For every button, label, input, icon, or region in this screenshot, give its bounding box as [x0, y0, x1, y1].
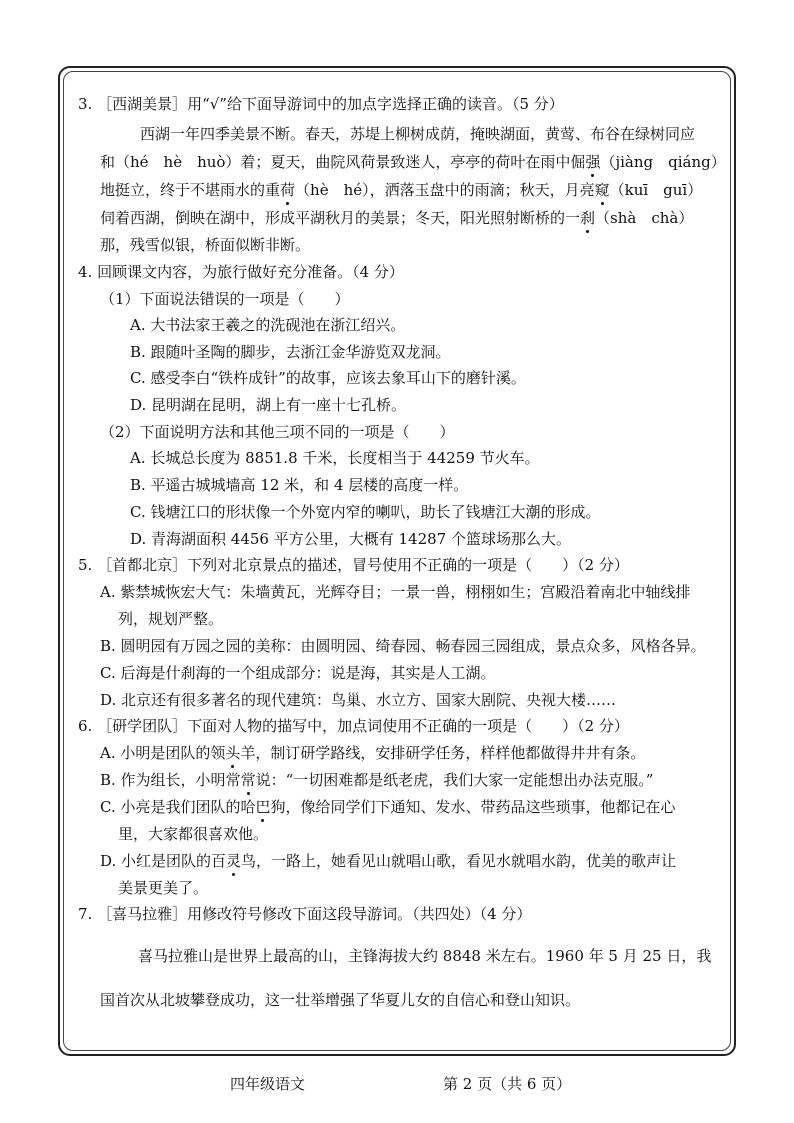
- q3-line-1: 西湖一年四季美景不断。春天，苏堤上柳树成荫，掩映湖面，黄莺、布谷在绿树同应: [140, 125, 696, 143]
- q4-title: 4. 回顾课文内容，为旅行做好充分准备。（4 分）: [78, 263, 404, 281]
- q6-option-c: C. 小亮是我们团队的哈巴狗，像给同学们下通知、发水、带药品这些琐事，他都记在心: [100, 798, 676, 816]
- q5-option-a-line-1: A. 紫禁城恢宏大气：朱墙黄瓦，光辉夺目；一景一兽，栩栩如生；宫殿沿着南北中轴线排: [100, 583, 691, 601]
- q5-option-c: C. 后海是什刹海的一个组成部分：说是海，其实是人工湖。: [100, 664, 496, 682]
- q6-option-d: D. 小红是团队的百灵鸟，一路上，她看见山就唱山歌，看见水就唱水韵，优美的歌声让: [100, 852, 677, 870]
- q5-option-a-line-2: 列，规划严整。: [118, 610, 224, 628]
- q4-1-option-b: B. 跟随叶圣陶的脚步，去浙江金华游览双龙洞。: [130, 343, 451, 361]
- dotted-char: 刹: [580, 209, 596, 227]
- q4-2-option-a: A. 长城总长度为 8851.8 千米，长度相当于 44259 节火车。: [130, 449, 540, 467]
- q4-1-option-a: A. 大书法家王羲之的洗砚池在浙江绍兴。: [130, 316, 406, 334]
- q4-2-option-c: C. 钱塘江口的形状像一个外宽内窄的喇叭，助长了钱塘江大潮的形成。: [130, 503, 601, 521]
- q6-option-c-line-2: 里，大家都很喜欢他。: [118, 825, 269, 843]
- q3-line-2: 和（hé hè huò）着；夏天，曲院风荷景致迷人，亭亭的荷叶在雨中倔强（jiàng qiáng）: [100, 153, 726, 171]
- dotted-char: 强: [585, 153, 601, 171]
- q6-option-a: A. 小明是团队的领头羊，制订研学路线，安排研学任务，样样他都做得井井有条。: [100, 744, 646, 762]
- dotted-word: 领头羊: [210, 744, 256, 762]
- q3-line-3: 地挺立，终于不堪雨水的重荷（hè hé），洒落玉盘中的雨滴；秋天，月亮窥（kuī guī）: [100, 181, 703, 199]
- q7-passage-line-1: 喜马拉雅山是世界上最高的山，主锋海拔大约 8848 米左右。1960 年 5 月 25 日，我: [138, 947, 712, 965]
- q6-option-d-line-2: 美景更美了。: [118, 879, 209, 897]
- q4-1-option-d: D. 昆明湖在昆明，湖上有一座十七孔桥。: [130, 396, 407, 414]
- dotted-word: 哈巴狗: [240, 798, 286, 816]
- q5-title: 5. ［首都北京］下列对北京景点的描述，冒号使用不正确的一项是（ ）（2 分）: [78, 556, 629, 574]
- q4-sub-1: （1）下面说法错误的一项是（ ）: [100, 290, 350, 308]
- dotted-char: 窥: [594, 181, 610, 199]
- q7-title: 7. ［喜马拉雅］用修改符号修改下面这段导游词。（共四处）（4 分）: [78, 905, 532, 923]
- footer-subject: 四年级语文: [230, 1075, 306, 1093]
- q3-line-5: 那，残雪似银，桥面似断非断。: [100, 236, 311, 254]
- dotted-word: 常常说: [225, 771, 271, 789]
- q3-title: 3. ［西湖美景］用“√”给下面导游词中的加点字选择正确的读音。（5 分）: [78, 95, 564, 113]
- q5-option-d: D. 北京还有很多著名的现代建筑：鸟巢、水立方、国家大剧院、央视大楼……: [100, 691, 617, 709]
- q3-line-4: 伺着西湖，倒映在湖中，形成平湖秋月的美景；冬天，阳光照射断桥的一刹（shà chà）: [100, 209, 694, 227]
- q4-2-option-d: D. 青海湖面积 4456 平方公里，大概有 14287 个篮球场那么大。: [130, 530, 571, 548]
- dotted-char: 荷: [280, 181, 296, 199]
- footer-page-number: 第 2 页（共 6 页）: [443, 1075, 572, 1093]
- q6-title: 6. ［研学团队］下面对人物的描写中，加点词使用不正确的一项是（ ）（2 分）: [78, 717, 629, 735]
- q4-sub-2: （2）下面说明方法和其他三项不同的一项是（ ）: [100, 423, 455, 441]
- dotted-word: 百灵鸟: [211, 852, 257, 870]
- q5-option-b: B. 圆明园有万园之园的美称：由圆明园、绮春园、畅春园三园组成，景点众多，风格各异。: [100, 637, 706, 655]
- q6-option-b: B. 作为组长，小明常常说：“一切困难都是纸老虎，我们大家一定能想出办法克服。”: [100, 771, 654, 789]
- q4-2-option-b: B. 平遥古城城墙高 12 米，和 4 层楼的高度一样。: [130, 476, 469, 494]
- q7-passage-line-2: 国首次从北坡攀登成功，这一壮举增强了华夏儿女的自信心和登山知识。: [100, 991, 581, 1009]
- q4-1-option-c: C. 感受李白“铁杵成针”的故事，应该去象耳山下的磨针溪。: [130, 369, 526, 387]
